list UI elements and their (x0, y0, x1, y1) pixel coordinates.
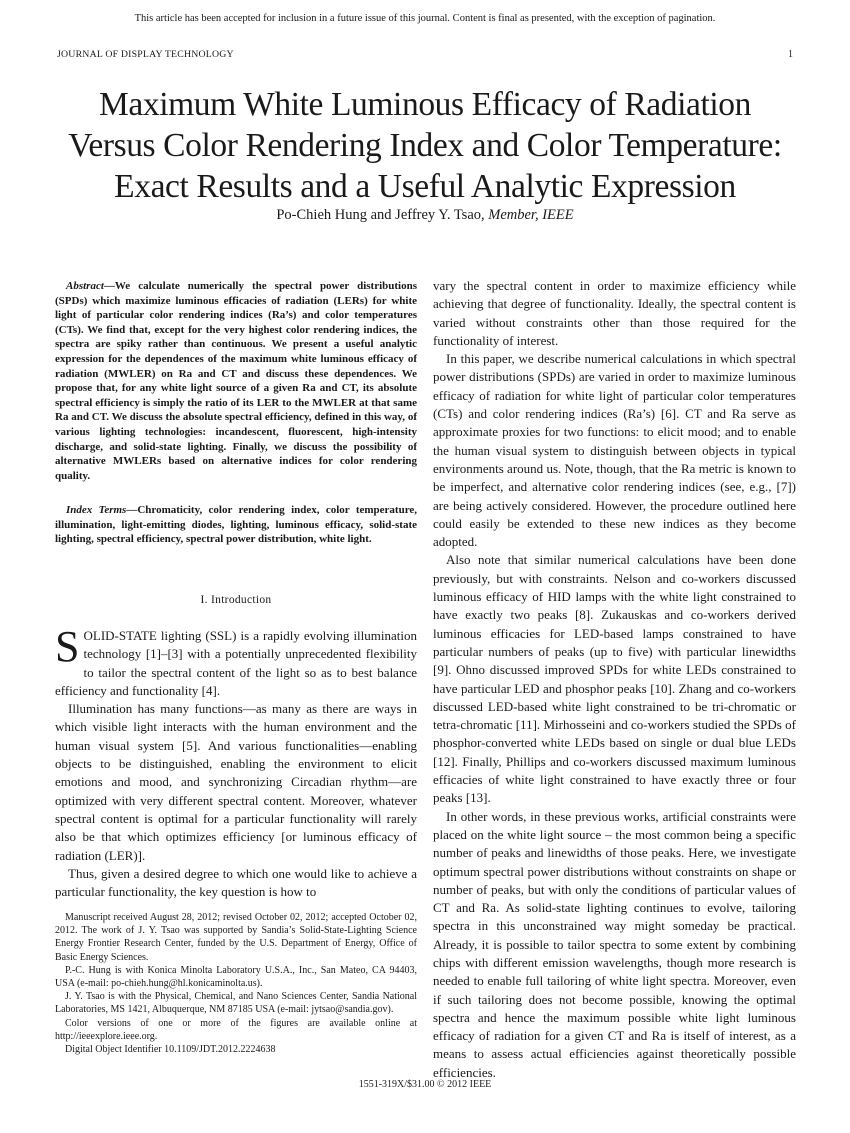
introduction-body (55, 622, 417, 901)
index-terms (55, 503, 417, 547)
title-line: Exact Results and a Useful Analytic Expression (114, 168, 736, 205)
footnote-color: Color versions of one or more of the figures are available online at http://ieeexplore.ieee.org. (55, 1017, 417, 1042)
acceptance-banner: This article has been accepted for inclusion in a future issue of this journal. Content is final as presented, with the exception of pagination. (134, 13, 716, 24)
footnote-doi: Digital Object Identifier 10.1109/JDT.2012.2224638 (65, 1044, 276, 1056)
body-paragraph: Also note that similar numerical calculations have been done previously, but with constraints. Nelson and co-workers discussed luminous efficacy of HID lamps with the white light constrained to have exactly two peaks [8]. Zukauskas and co-workers derived luminous efficacies for LED-based lamps constrained to have particular numbers of peaks (up to five) with particular linewidths [9]. Ohno discussed improved SPDs for white LEDs constrained to have particular LED and phosphor peaks [10]. Zhang and co-workers discussed LED-based white light constrained to be tri-chromatic or tetra-chromatic [11]. Mirhosseini and co-workers studied the SPDs of phosphor-converted white LEDs based on single or dual blue LEDs [12]. Finally, Phillips and co-workers discussed maximum luminous efficacies of white light constrained to have exactly three or four peaks [13]. (433, 552, 796, 806)
section-heading: I. Introduction (200, 594, 272, 606)
title-line: Maximum White Luminous Efficacy of Radiation (99, 86, 751, 123)
footnote-hung: P.-C. Hung is with Konica Minolta Laboratory U.S.A., Inc., San Mateo, CA 94403, USA (e-mail: po-chieh.hung@hl.konicaminolta.us). (55, 964, 417, 990)
footnotes (55, 911, 417, 1056)
author-line (0, 207, 850, 224)
continuation-paragraph: vary the spectral content in order to maximize efficiency while achieving that degree of functionality. Ideally, the spectral content is varied without constraints other than those required for the functionality of interest. (433, 278, 796, 348)
index-terms-text: —Chromaticity, color rendering index, color temperature, illumination, light-emitting diodes, lighting, luminous efficacy, solid-state lighting, spectral efficiency, spectral power distribution, white light. (55, 504, 418, 546)
intro-first-paragraph (55, 622, 417, 700)
body-paragraph: In other words, in these previous works, artificial constraints were placed on the white light source – the most common being a specific number of peaks and linewidths of those peaks. Here, we investigate optimum spectral power distributions without constraints on shape or number of peaks, but with only the conditions of particular values of CT and Ra. As solid-state lighting continues to evolve, tailoring spectra in this unconstrained way might someday be practical. Already, it is possible to tailor spectra to some extent by combining chips with different emission wavelengths, though more research is needed to enable full tailoring of white light spectra. Moreover, even if such tailoring does not become possible, knowing the optimal spectra and hence the maximum possible white light luminous efficacy of radiation for a given CT and Ra is itself of interest, as a means to assess actual efficiencies against theoretically possible efficiencies. (433, 808, 796, 1080)
abstract (55, 279, 417, 483)
right-column-body (433, 277, 796, 1082)
abstract-label: Abstract (66, 280, 104, 292)
copyright-footer: 1551-319X/$31.00 © 2012 IEEE (358, 1079, 492, 1090)
abstract-text: —We calculate numerically the spectral power distributions (SPDs) which maximize luminous efficacies of radiation (LERs) for white light of particular color rendering indices (Ra’s) and color temperatures (CTs). We find that, except for the very highest color rendering indices, the spectra are spiky rather than continuous. We present a useful analytic expression for the dependences of the maximum white luminous efficacy of radiation (MWLER) on Ra and CT and discuss these dependences. We propose that, for any white light source of a given Ra and CT, its absolute spectral efficiency is simply the ratio of its LER to the MWLER at that same Ra and CT. We discuss the absolute spectral efficiency, defined in this way, of various lighting technologies: incandescent, fluorescent, high-intensity discharge, and solid-state lighting. Finally, we discuss the possibility of alternative MWLERs based on alternative indices for color rendering quality. (55, 280, 417, 482)
footnote-tsao: J. Y. Tsao is with the Physical, Chemical, and Nano Sciences Center, Sandia National Laboratories, MS 1421, Albuquerque, NM 87185 USA (e-mail: jytsao@sandia.gov). (55, 991, 417, 1016)
body-paragraph: In this paper, we describe numerical calculations in which spectral power distributions (SPDs) are varied in order to maximize luminous efficacy of radiation for white light of particular color temperatures (CTs) and color rendering indices (Ra’s) [6]. CT and Ra serve as approximate proxies for two functions: to elicit mood; and to enable the human visual system to distinguish between objects in typical environments around us. Note, though, that the Ra metric is known to be imperfect, and alternative color rendering indices (see, e.g., [7]) are being actively considered. However, the procedure outlined here could easily be extended to these new indices as they become adopted. (433, 351, 796, 550)
author-membership: Member, IEEE (488, 207, 574, 223)
paper-title (40, 84, 810, 207)
author-names: Po-Chieh Hung and Jeffrey Y. Tsao, (276, 207, 485, 223)
journal-name: JOURNAL OF DISPLAY TECHNOLOGY (57, 49, 234, 60)
footnote-manuscript: Manuscript received August 28, 2012; revised October 02, 2012; accepted October 02, 2012. The work of J. Y. Tsao was supported by Sandia’s Solid-State-Lighting Science Energy Frontier Research Center, funded by the U.S. Department of Energy, Office of Basic Energy Sciences. (55, 912, 417, 963)
intro-paragraph: Illumination has many functions—as many as there are ways in which visible light interacts with the human environment and the human visual system [5]. And various functionalities—enabling objects to be distinguished, enabling the environment to elicit emotions and mood, and synchronizing Circadian rhythm—are optimized with very different spectral content. Moreover, whatever spectral content is optimal for a particular functionality will rarely also be that which optimizes efficiency [or luminous efficacy of radiation (LER)]. (55, 701, 417, 863)
page-number: 1 (788, 49, 793, 60)
title-line: Versus Color Rendering Index and Color Temperature: (68, 127, 782, 164)
drop-cap: S (55, 622, 80, 671)
intro-paragraph: Thus, given a desired degree to which one would like to achieve a particular functionality, the key question is how to (55, 865, 417, 900)
intro-first-paragraph-text: OLID-STATE lighting (SSL) is a rapidly evolving illumination technology [1]–[3] with a potentially unprecedented flexibility to tailor the spectral content of the light so as to best balance efficiency and functionality [4]. (55, 628, 417, 698)
index-terms-label: Index Terms (66, 504, 127, 516)
